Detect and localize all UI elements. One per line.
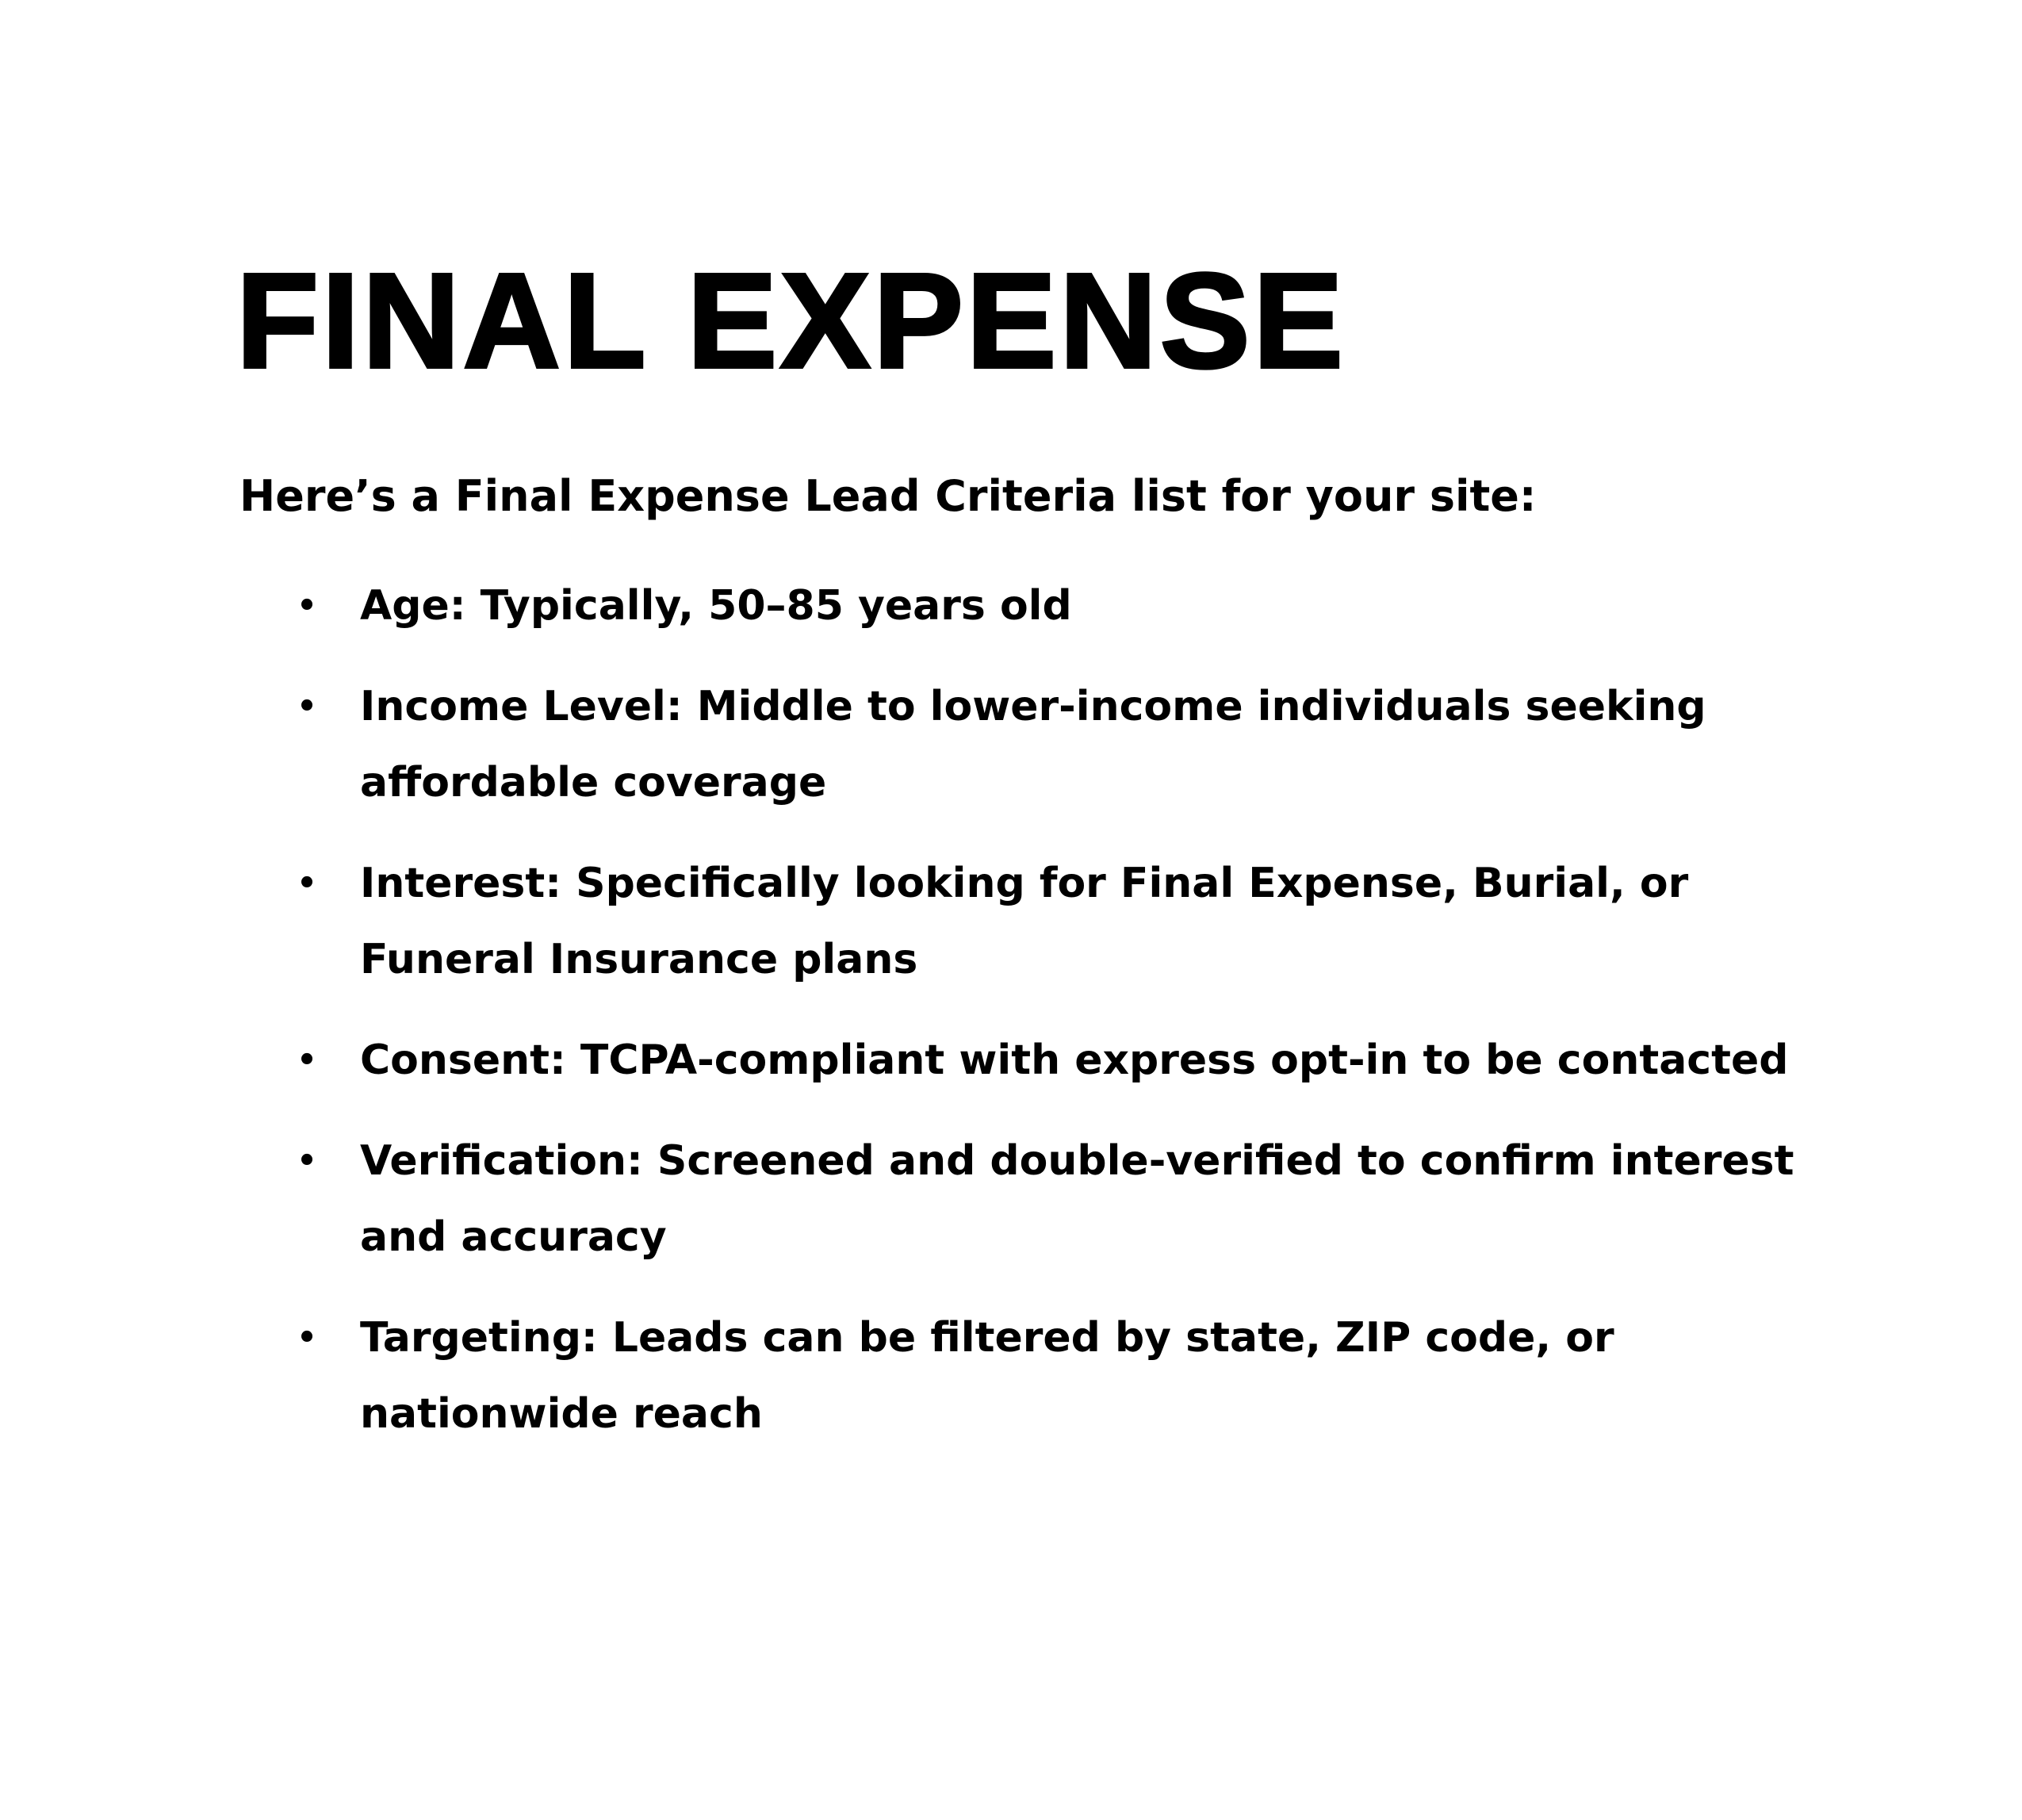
bullet-icon: • xyxy=(297,588,317,624)
intro-text: Here’s a Final Expense Lead Criteria list for your site: xyxy=(239,471,1537,521)
criteria-item-text: Income Level: Middle to lower-income individuals seeking affordable coverage xyxy=(360,683,1706,807)
bullet-icon: • xyxy=(297,688,317,725)
criteria-item-text: Consent: TCPA-compliant with express opt-in to be contacted xyxy=(360,1036,1789,1084)
bullet-icon: • xyxy=(297,1320,317,1356)
criteria-item-age xyxy=(295,568,1802,644)
page-title: FINAL EXPENSE xyxy=(236,246,1346,397)
bullet-icon: • xyxy=(297,1143,317,1179)
criteria-item-verification xyxy=(295,1123,1802,1275)
criteria-list xyxy=(295,568,1802,1477)
criteria-item-income-level xyxy=(295,669,1802,821)
criteria-item-text: Targeting: Leads can be filtered by state, ZIP code, or nationwide reach xyxy=(360,1314,1614,1438)
criteria-item-consent xyxy=(295,1022,1802,1098)
bullet-icon: • xyxy=(297,865,317,902)
criteria-item-text: Verification: Screened and double-verified to confirm interest and accuracy xyxy=(360,1137,1794,1261)
criteria-item-targeting xyxy=(295,1300,1802,1452)
bullet-icon: • xyxy=(297,1042,317,1079)
criteria-item-interest xyxy=(295,845,1802,998)
criteria-item-text: Interest: Specifically looking for Final Expense, Burial, or Funeral Insurance plans xyxy=(360,860,1689,983)
criteria-item-text: Age: Typically, 50–85 years old xyxy=(360,582,1072,630)
